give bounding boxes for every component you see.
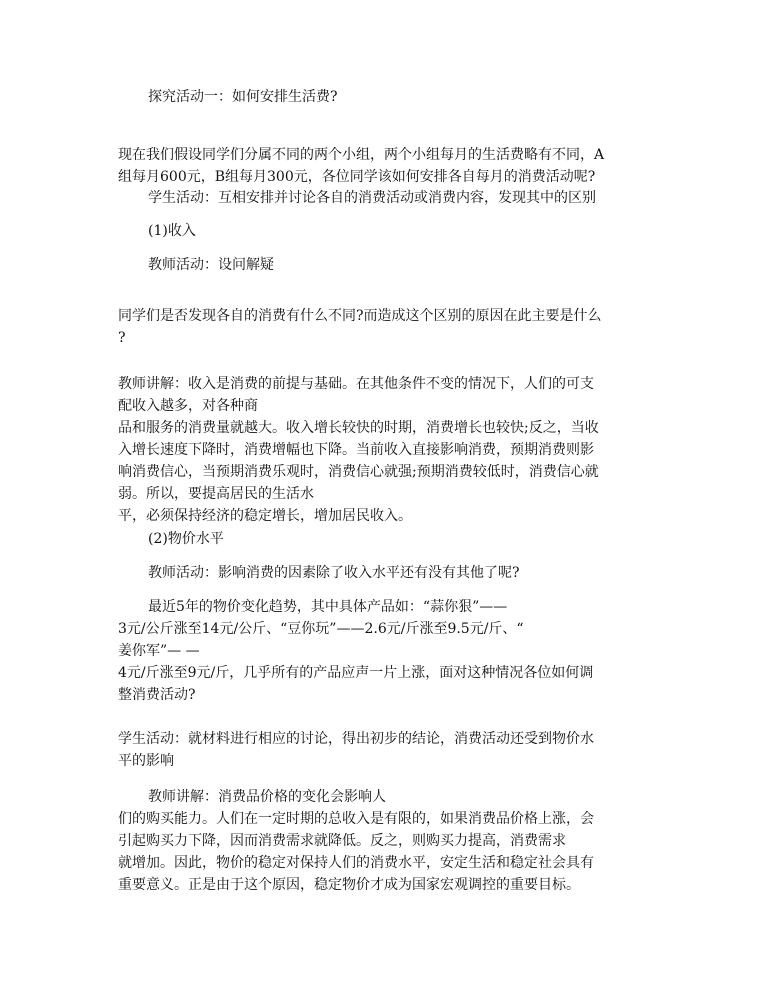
paragraph-line: 4元/斤涨至9元/斤，几乎所有的产品应声一片上涨，面对这种情况各位如何调 (118, 665, 594, 681)
paragraph-line: 就增加。因此，物价的稳定对保持人们的消费水平，安定生活和稳定社会具有 (118, 855, 594, 871)
paragraph-line: 学生活动：就材料进行相应的讨论，得出初步的结论，消费活动还受到物价水 (118, 731, 594, 747)
paragraph-line: 整消费活动? (118, 687, 196, 703)
paragraph-line: 姜你军”— — (118, 643, 200, 659)
paragraph-line: 响消费信心，当预期消费乐观时，消费信心就强;预期消费较低时，消费信心就 (118, 464, 599, 480)
paragraph-line: 现在我们假设同学们分属不同的两个小组，两个小组每月的生活费略有不同，A (118, 147, 605, 163)
subheading-income: (1)收入 (148, 223, 196, 239)
paragraph-line: 平的影响 (118, 753, 174, 769)
teacher-activity: 教师活动：影响消费的因素除了收入水平还有没有其他了呢? (148, 565, 520, 581)
paragraph-line: 组每月600元，B组每月300元，各位同学该如何安排各自每月的消费活动呢? (118, 169, 596, 185)
paragraph-line: 教师讲解：消费品价格的变化会影响人 (148, 789, 386, 805)
paragraph-line: 品和服务的消费量就越大。收入增长较快的时期，消费增长也较快;反之，当收 (118, 420, 599, 436)
paragraph-line: 引起购买力下降，因而消费需求就降低。反之，则购买力提高，消费需求 (118, 833, 566, 849)
subheading-price-level: (2)物价水平 (148, 531, 224, 547)
paragraph-line: 最近5年的物价变化趋势，其中具体产品如：“蒜你狠”—— (148, 599, 508, 615)
paragraph-line: 3元/公斤涨至14元/公斤、“豆你玩”——2.6元/斤涨至9.5元/斤、“ (118, 621, 524, 637)
teacher-activity: 教师活动：设问解疑 (148, 257, 274, 273)
paragraph-line: 配收入越多，对各种商 (118, 398, 258, 414)
paragraph-line: 弱。所以，要提高居民的生活水 (118, 486, 314, 502)
paragraph-line: 入增长速度下降时，消费增幅也下降。当前收入直接影响消费，预期消费则影 (118, 442, 594, 458)
paragraph-line: 们的购买能力。人们在一定时期的总收入是有限的，如果消费品价格上涨，会 (118, 811, 594, 827)
paragraph-line: ? (118, 330, 126, 346)
paragraph-line: 教师讲解：收入是消费的前提与基础。在其他条件不变的情况下，人们的可支 (118, 376, 594, 392)
section-heading: 探究活动一：如何安排生活费? (148, 89, 338, 105)
paragraph-line: 同学们是否发现各自的消费有什么不同?而造成这个区别的原因在此主要是什么 (118, 308, 602, 324)
student-activity: 学生活动：互相安排并讨论各自的消费活动或消费内容，发现其中的区别 (148, 190, 596, 206)
paragraph-line: 平，必须保持经济的稳定增长，增加居民收入。 (118, 508, 412, 524)
paragraph-line: 重要意义。正是由于这个原因，稳定物价才成为国家宏观调控的重要目标。 (118, 877, 580, 893)
